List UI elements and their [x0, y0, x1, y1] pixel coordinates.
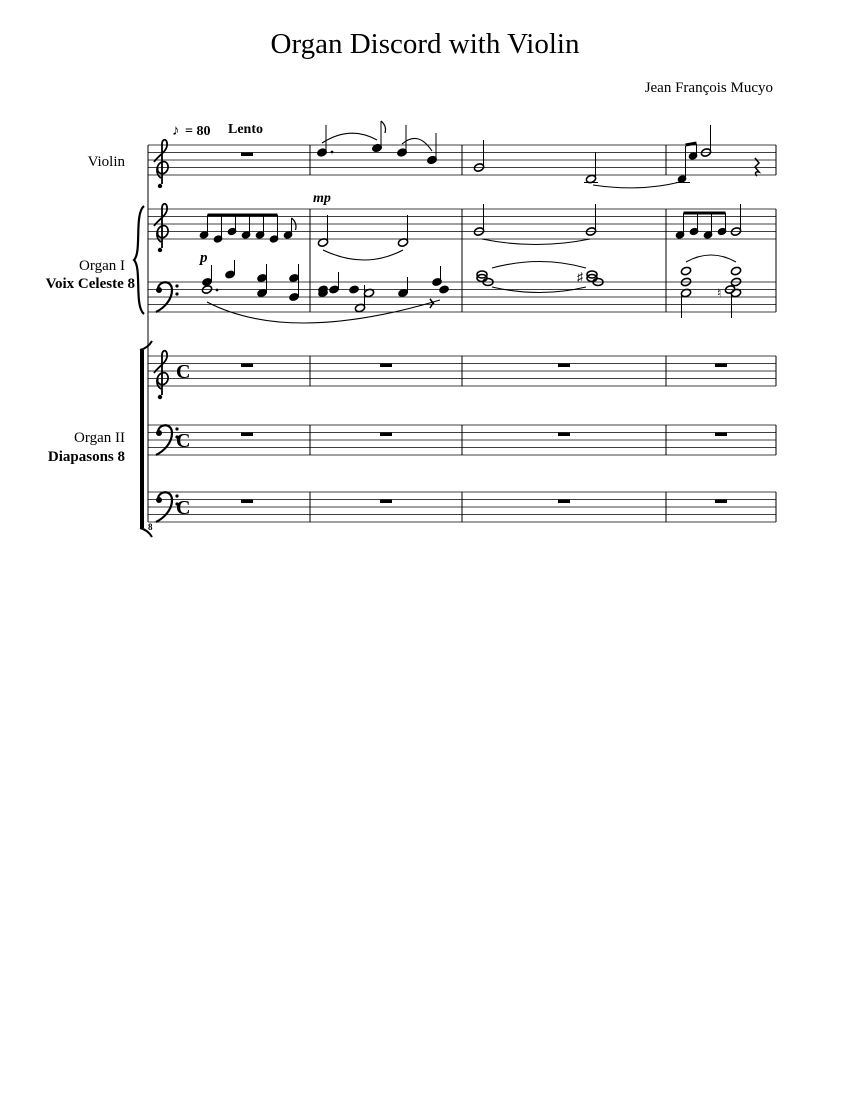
organ2-bracket — [140, 341, 152, 537]
dynamic-mp: mp — [313, 191, 331, 206]
score-title: Organ Discord with Violin — [270, 28, 580, 60]
violin-notes — [241, 121, 759, 188]
svg-text:♮: ♮ — [717, 286, 722, 300]
barlines — [148, 145, 776, 522]
time-signature: C — [176, 361, 191, 383]
composer-name: Jean François Mucyo — [644, 80, 773, 96]
instrument-stop-organ1: Voix Celeste 8 — [45, 276, 135, 292]
svg-text:♪: ♪ — [172, 123, 180, 139]
organ1-brace — [134, 206, 144, 314]
svg-text:= 80: = 80 — [185, 124, 211, 139]
instrument-name-organ1: Organ I — [79, 258, 125, 274]
organ2-rests — [241, 364, 727, 504]
organ1-bass-notes — [201, 255, 741, 323]
time-signature: C — [176, 430, 191, 452]
treble-clef-icon — [154, 204, 168, 252]
instrument-name-violin: Violin — [87, 154, 125, 170]
treble-clef-icon — [154, 140, 168, 188]
treble-clef-icon — [154, 351, 168, 399]
tempo-marking — [172, 122, 263, 139]
instrument-name-organ2: Organ II — [74, 430, 125, 446]
time-signature: C — [176, 497, 191, 519]
svg-text:Lento: Lento — [228, 122, 263, 137]
svg-text:♯: ♯ — [577, 270, 583, 284]
ottava-mark: 8 — [148, 522, 153, 532]
instrument-stop-organ2: Diapasons 8 — [47, 449, 125, 465]
organ1-treble-notes — [199, 204, 741, 260]
dynamic-p: p — [200, 250, 208, 266]
